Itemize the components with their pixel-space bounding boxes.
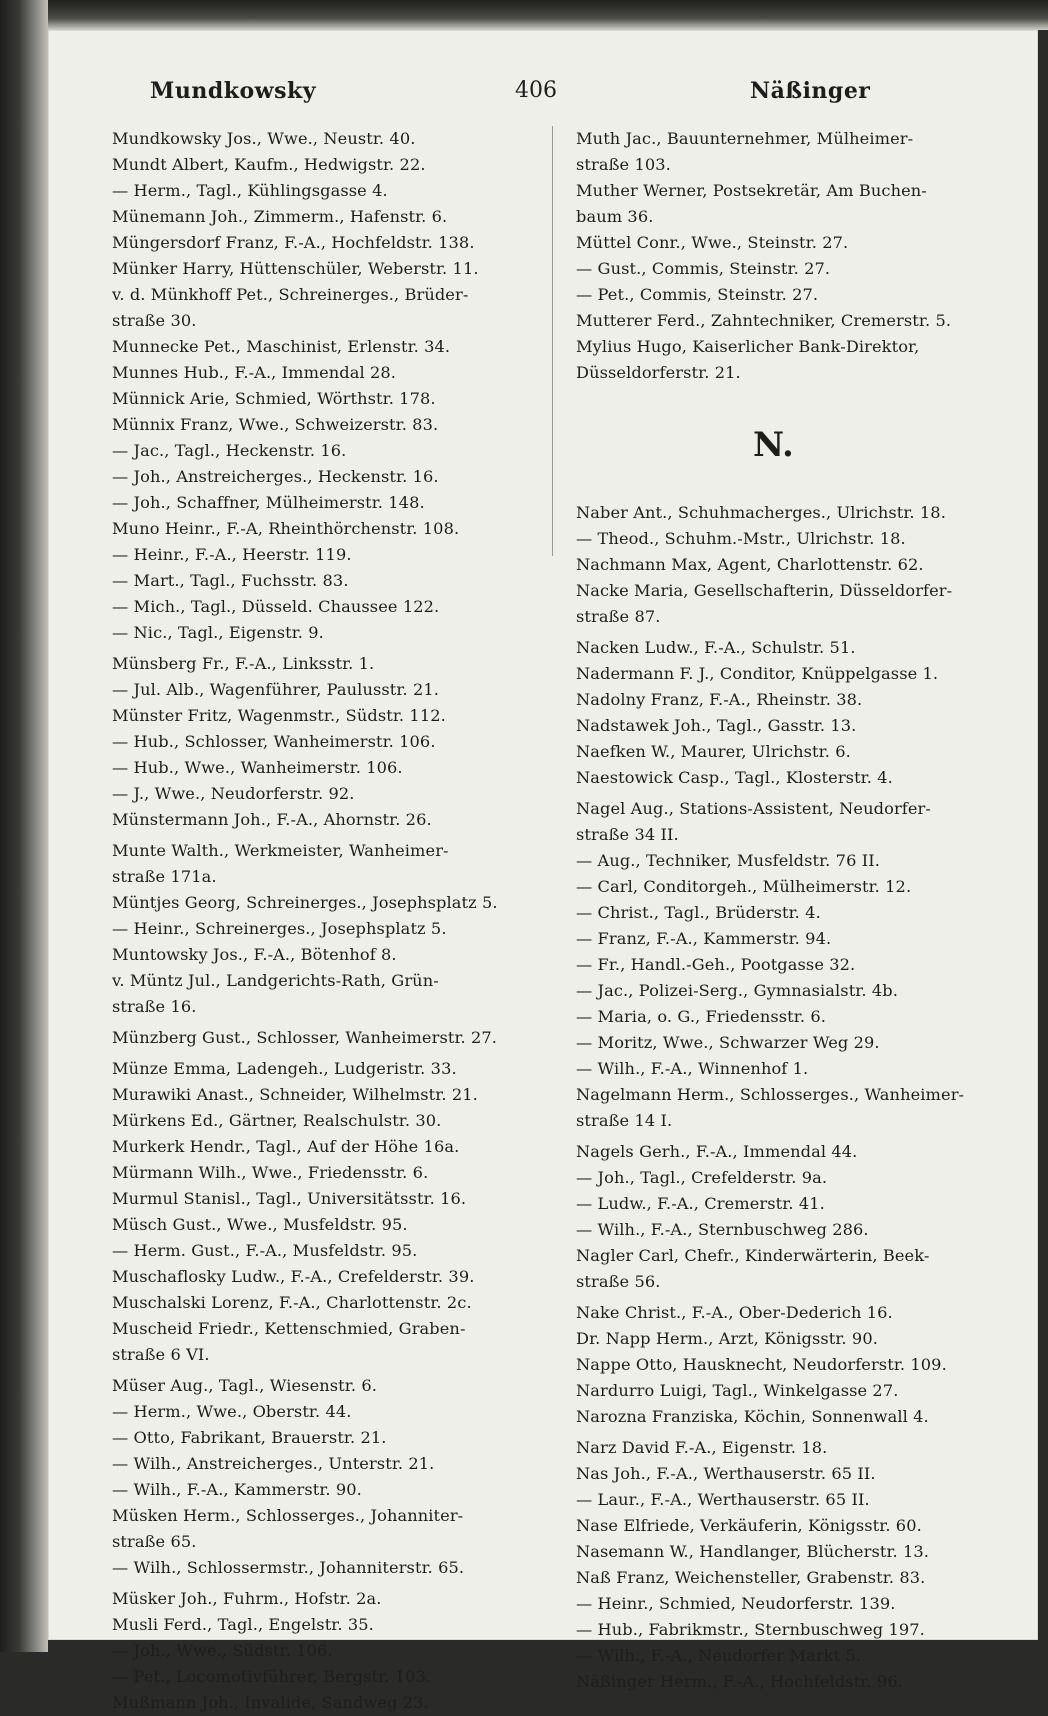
directory-entry: Murmul Stanisl., Tagl., Universitätsstr. 16. — [112, 1189, 467, 1208]
directory-entry: — Pet., Locomotivführer, Bergstr. 103. — [112, 1667, 432, 1686]
directory-entry: Muth Jac., Bauunternehmer, Mülheimer- — [576, 129, 914, 148]
directory-entry: — Jac., Polizei-Serg., Gymnasialstr. 4b. — [576, 981, 898, 1000]
directory-entry: — Jul. Alb., Wagenführer, Paulusstr. 21. — [112, 680, 439, 699]
directory-entry: straße 56. — [576, 1272, 661, 1291]
directory-entry: — Hub., Wwe., Wanheimerstr. 106. — [112, 758, 403, 777]
directory-entry: — Otto, Fabrikant, Brauerstr. 21. — [112, 1428, 387, 1447]
directory-entry: Munnes Hub., F.-A., Immendal 28. — [112, 363, 397, 382]
directory-entry: — Pet., Commis, Steinstr. 27. — [576, 285, 819, 304]
directory-entry: Näßinger Herm., F.-A., Hochfeldstr. 96. — [576, 1672, 903, 1691]
directory-entry: straße 65. — [112, 1532, 197, 1551]
directory-entry: straße 6 VI. — [112, 1345, 210, 1364]
directory-entry: Nagler Carl, Chefr., Kinderwärterin, Beek- — [576, 1246, 930, 1265]
directory-entry: Müttel Conr., Wwe., Steinstr. 27. — [576, 233, 849, 252]
directory-entry: Müsker Joh., Fuhrm., Hofstr. 2a. — [112, 1589, 382, 1608]
directory-entry: Muschalski Lorenz, F.-A., Charlottenstr. 2c. — [112, 1293, 472, 1312]
right-column-bottom — [576, 500, 1001, 1695]
directory-entry: Mundt Albert, Kaufm., Hedwigstr. 22. — [112, 155, 426, 174]
directory-entry: Nase Elfriede, Verkäuferin, Königsstr. 60. — [576, 1516, 922, 1535]
directory-entry: — Jac., Tagl., Heckenstr. 16. — [112, 441, 347, 460]
section-letter: N. — [753, 425, 794, 465]
directory-entry: — Herm., Wwe., Oberstr. 44. — [112, 1402, 352, 1421]
directory-entry: Müser Aug., Tagl., Wiesenstr. 6. — [112, 1376, 377, 1395]
running-header — [60, 48, 940, 104]
directory-entry: Naestowick Casp., Tagl., Klosterstr. 4. — [576, 768, 893, 787]
left-column — [112, 126, 532, 1716]
directory-entry: — Wilh., F.-A., Winnenhof 1. — [576, 1059, 809, 1078]
directory-entry: Müntjes Georg, Schreinerges., Josephsplatz 5. — [112, 893, 498, 912]
directory-entry: Naefken W., Maurer, Ulrichstr. 6. — [576, 742, 851, 761]
directory-entry: baum 36. — [576, 207, 654, 226]
header-first-entry: Mundkowsky — [150, 78, 316, 104]
directory-entry: Nadermann F. J., Conditor, Knüppelgasse 1. — [576, 664, 939, 683]
column-divider — [552, 126, 553, 556]
directory-entry: — Wilh., F.-A., Neudorfer Markt 5. — [576, 1646, 862, 1665]
directory-entry: Nappe Otto, Hausknecht, Neudorferstr. 109. — [576, 1355, 947, 1374]
directory-entry: — Joh., Schaffner, Mülheimerstr. 148. — [112, 493, 425, 512]
directory-entry: v. Müntz Jul., Landgerichts-Rath, Grün- — [112, 971, 439, 990]
directory-entry: Münsberg Fr., F.-A., Linksstr. 1. — [112, 654, 375, 673]
directory-entry: Mundkowsky Jos., Wwe., Neustr. 40. — [112, 129, 416, 148]
directory-entry: — Christ., Tagl., Brüderstr. 4. — [576, 903, 821, 922]
directory-entry: Naber Ant., Schuhmacherges., Ulrichstr. 18. — [576, 503, 946, 522]
directory-entry: Münster Fritz, Wagenmstr., Südstr. 112. — [112, 706, 446, 725]
directory-entry: Musli Ferd., Tagl., Engelstr. 35. — [112, 1615, 374, 1634]
directory-entry: straße 103. — [576, 155, 671, 174]
directory-entry: — Wilh., Anstreicherges., Unterstr. 21. — [112, 1454, 435, 1473]
directory-entry: Münnick Arie, Schmied, Wörthstr. 178. — [112, 389, 436, 408]
directory-entry: Nacke Maria, Gesellschafterin, Düsseldorfer- — [576, 581, 953, 600]
directory-entry: Münzberg Gust., Schlosser, Wanheimerstr. 27. — [112, 1028, 498, 1047]
directory-entry: Münnix Franz, Wwe., Schweizerstr. 83. — [112, 415, 439, 434]
directory-entry: — Heinr., F.-A., Heerstr. 119. — [112, 545, 352, 564]
directory-entry: Munte Walth., Werkmeister, Wanheimer- — [112, 841, 449, 860]
directory-entry: Nas Joh., F.-A., Werthauserstr. 65 II. — [576, 1464, 876, 1483]
page-number: 406 — [515, 78, 557, 103]
directory-entry: Nagelmann Herm., Schlosserges., Wanheimer- — [576, 1085, 965, 1104]
scan-border-top — [0, 0, 1048, 30]
directory-entry: — Wilh., F.-A., Kammerstr. 90. — [112, 1480, 362, 1499]
directory-entry: straße 171a. — [112, 867, 217, 886]
directory-entry: Mürmann Wilh., Wwe., Friedensstr. 6. — [112, 1163, 429, 1182]
directory-entry: — Mich., Tagl., Düsseld. Chaussee 122. — [112, 597, 440, 616]
directory-entry: Müngersdorf Franz, F.-A., Hochfeldstr. 138. — [112, 233, 475, 252]
directory-entry: Mußmann Joh., Invalide, Sandweg 23. — [112, 1693, 429, 1712]
directory-entry: Dr. Napp Herm., Arzt, Königsstr. 90. — [576, 1329, 878, 1348]
directory-entry: — Heinr., Schmied, Neudorferstr. 139. — [576, 1594, 896, 1613]
directory-entry: — Carl, Conditorgeh., Mülheimerstr. 12. — [576, 877, 912, 896]
directory-entry: straße 87. — [576, 607, 661, 626]
directory-entry: straße 30. — [112, 311, 197, 330]
directory-entry: — Joh., Anstreicherges., Heckenstr. 16. — [112, 467, 439, 486]
directory-entry: — Nic., Tagl., Eigenstr. 9. — [112, 623, 324, 642]
directory-entry: Muschaflosky Ludw., F.-A., Crefelderstr. 39. — [112, 1267, 475, 1286]
directory-entry: — Theod., Schuhm.-Mstr., Ulrichstr. 18. — [576, 529, 906, 548]
directory-entry: — Aug., Techniker, Musfeldstr. 76 II. — [576, 851, 880, 870]
directory-entry: Muntowsky Jos., F.-A., Bötenhof 8. — [112, 945, 397, 964]
directory-entry: Nacken Ludw., F.-A., Schulstr. 51. — [576, 638, 856, 657]
directory-entry: Nardurro Luigi, Tagl., Winkelgasse 27. — [576, 1381, 899, 1400]
directory-entry: Munnecke Pet., Maschinist, Erlenstr. 34. — [112, 337, 451, 356]
directory-entry: — Joh., Wwe., Südstr. 106. — [112, 1641, 333, 1660]
directory-entry: straße 16. — [112, 997, 197, 1016]
directory-entry: Müsch Gust., Wwe., Musfeldstr. 95. — [112, 1215, 408, 1234]
directory-entry: Nagel Aug., Stations-Assistent, Neudorfer- — [576, 799, 931, 818]
directory-entry: — Maria, o. G., Friedensstr. 6. — [576, 1007, 826, 1026]
directory-entry: Nasemann W., Handlanger, Blücherstr. 13. — [576, 1542, 930, 1561]
directory-entry: v. d. Münkhoff Pet., Schreinerges., Brüder- — [112, 285, 469, 304]
right-column — [576, 126, 1001, 1695]
directory-entry: — Gust., Commis, Steinstr. 27. — [576, 259, 831, 278]
directory-entry: Narozna Franziska, Köchin, Sonnenwall 4. — [576, 1407, 929, 1426]
right-column-top — [576, 126, 1001, 386]
directory-entry: Münemann Joh., Zimmerm., Hafenstr. 6. — [112, 207, 448, 226]
directory-entry: — Herm. Gust., F.-A., Musfeldstr. 95. — [112, 1241, 418, 1260]
directory-entry: — Ludw., F.-A., Cremerstr. 41. — [576, 1194, 825, 1213]
directory-entry: Murawiki Anast., Schneider, Wilhelmstr. 21. — [112, 1085, 478, 1104]
directory-entry: — Franz, F.-A., Kammerstr. 94. — [576, 929, 832, 948]
directory-entry: — Moritz, Wwe., Schwarzer Weg 29. — [576, 1033, 880, 1052]
directory-entry: — Herm., Tagl., Kühlingsgasse 4. — [112, 181, 388, 200]
directory-entry: Muno Heinr., F.-A, Rheinthörchenstr. 108. — [112, 519, 460, 538]
directory-entry: Düsseldorferstr. 21. — [576, 363, 741, 382]
directory-entry: Münker Harry, Hüttenschüler, Weberstr. 11. — [112, 259, 479, 278]
directory-entry: Mylius Hugo, Kaiserlicher Bank-Direktor, — [576, 337, 920, 356]
directory-entry: — Fr., Handl.-Geh., Pootgasse 32. — [576, 955, 856, 974]
directory-entry: Muther Werner, Postsekretär, Am Buchen- — [576, 181, 927, 200]
directory-entry: — Wilh., F.-A., Sternbuschweg 286. — [576, 1220, 869, 1239]
directory-entry: Mürkens Ed., Gärtner, Realschulstr. 30. — [112, 1111, 442, 1130]
directory-entry: — Heinr., Schreinerges., Josephsplatz 5. — [112, 919, 447, 938]
directory-entry: Nachmann Max, Agent, Charlottenstr. 62. — [576, 555, 924, 574]
directory-entry: Nadstawek Joh., Tagl., Gasstr. 13. — [576, 716, 857, 735]
directory-entry: straße 14 I. — [576, 1111, 673, 1130]
directory-entry: — Joh., Tagl., Crefelderstr. 9a. — [576, 1168, 828, 1187]
directory-entry: — Hub., Fabrikmstr., Sternbuschweg 197. — [576, 1620, 925, 1639]
directory-entry: Naß Franz, Weichensteller, Grabenstr. 83. — [576, 1568, 926, 1587]
directory-entry: Münze Emma, Ladengeh., Ludgeristr. 33. — [112, 1059, 457, 1078]
directory-entry: Nagels Gerh., F.-A., Immendal 44. — [576, 1142, 858, 1161]
directory-entry: Nadolny Franz, F.-A., Rheinstr. 38. — [576, 690, 863, 709]
directory-entry: Mutterer Ferd., Zahntechniker, Cremerstr. 5. — [576, 311, 952, 330]
scan-border-left — [0, 0, 48, 1652]
directory-entry: — J., Wwe., Neudorferstr. 92. — [112, 784, 355, 803]
directory-entry: — Laur., F.-A., Werthauserstr. 65 II. — [576, 1490, 870, 1509]
directory-entry: Narz David F.-A., Eigenstr. 18. — [576, 1438, 828, 1457]
directory-entry: — Mart., Tagl., Fuchsstr. 83. — [112, 571, 349, 590]
directory-entry: Müsken Herm., Schlosserges., Johanniter- — [112, 1506, 464, 1525]
directory-entry: Muscheid Friedr., Kettenschmied, Graben- — [112, 1319, 466, 1338]
directory-entry: Münstermann Joh., F.-A., Ahornstr. 26. — [112, 810, 432, 829]
directory-entry: — Hub., Schlosser, Wanheimerstr. 106. — [112, 732, 436, 751]
directory-entry: — Wilh., Schlossermstr., Johanniterstr. 65. — [112, 1558, 465, 1577]
directory-entry: Nake Christ., F.-A., Ober-Dederich 16. — [576, 1303, 893, 1322]
directory-entry: Murkerk Hendr., Tagl., Auf der Höhe 16a. — [112, 1137, 460, 1156]
header-last-entry: Näßinger — [750, 78, 871, 104]
directory-entry: straße 34 II. — [576, 825, 679, 844]
